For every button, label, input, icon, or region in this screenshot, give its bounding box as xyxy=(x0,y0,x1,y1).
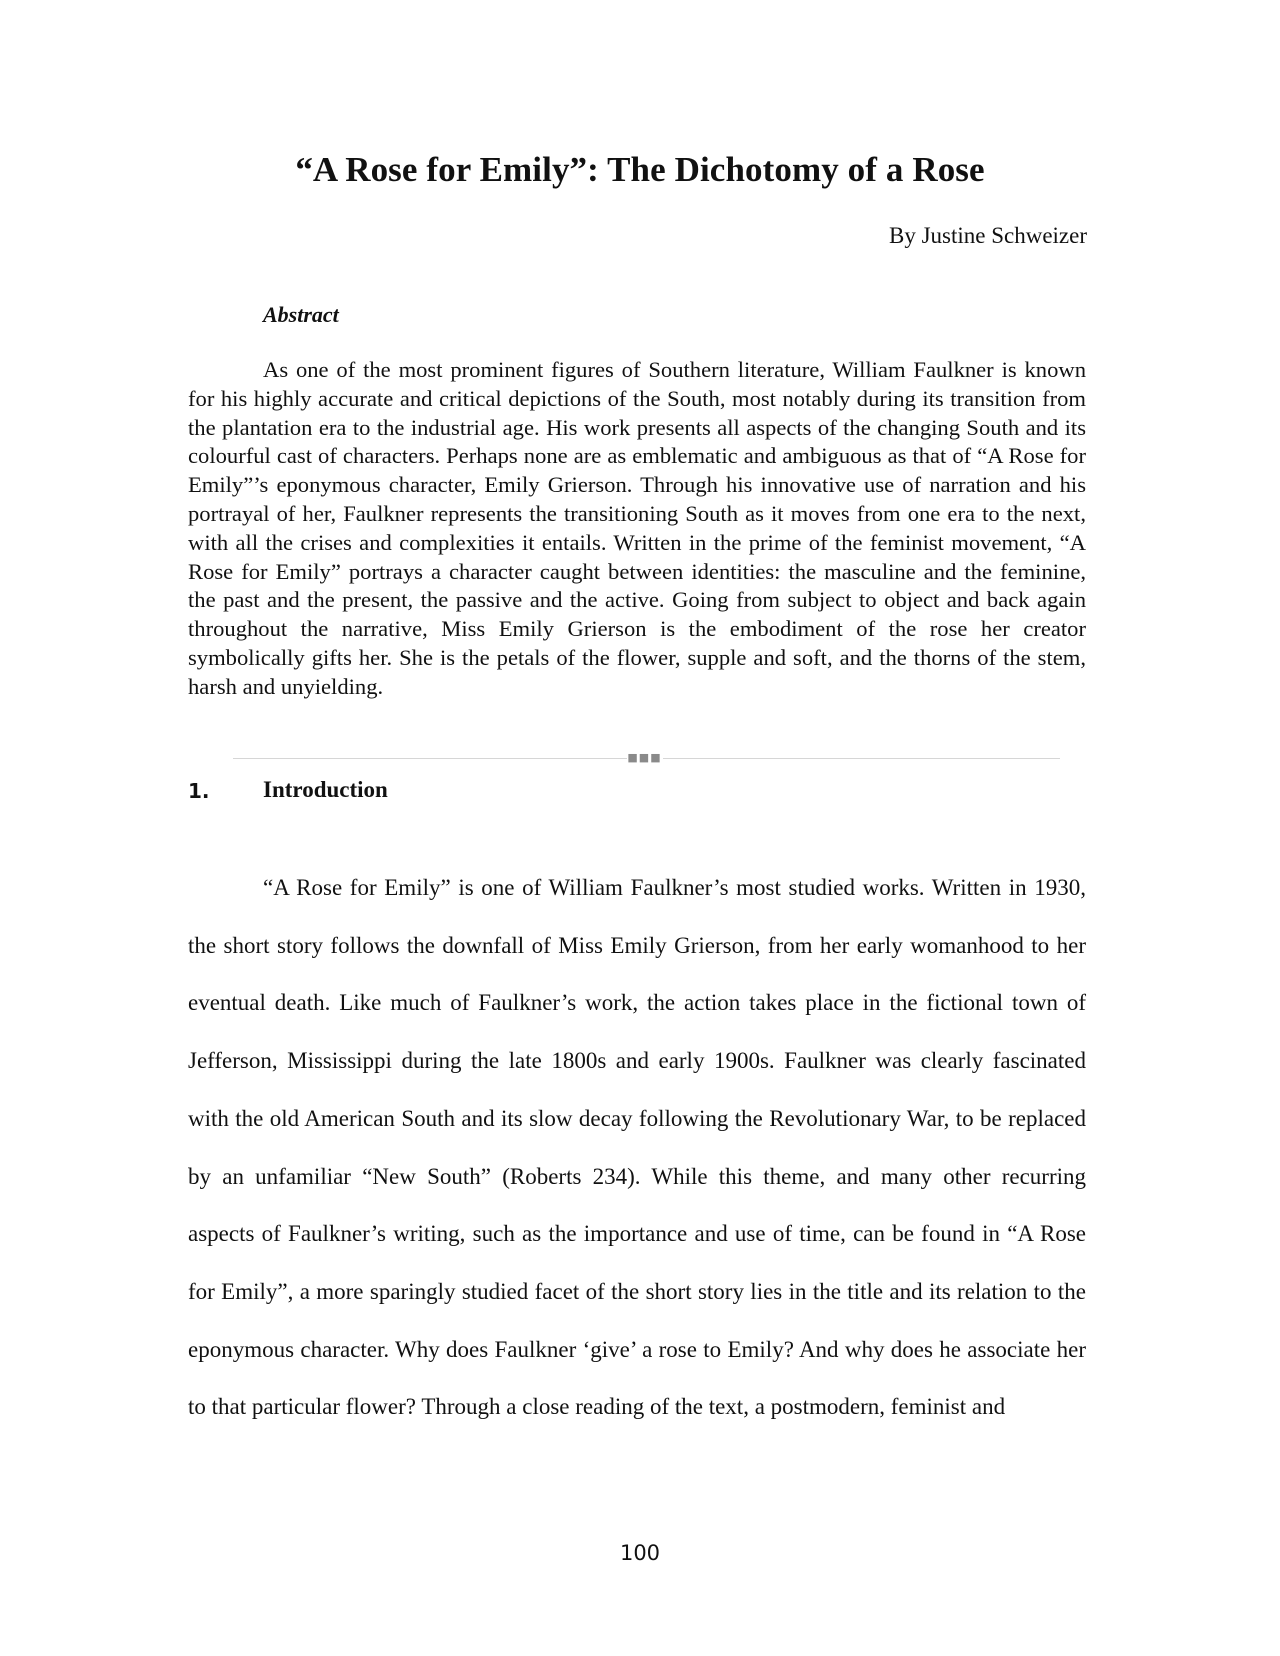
page-number: 100 xyxy=(619,1541,661,1565)
abstract-heading: Abstract xyxy=(263,302,339,327)
abstract-paragraph: As one of the most prominent figures of Southern literature, William Faulkner is known for his highly accurate and critical depictions of the South, most notably during its transition from the plantation era to the industrial age. His work presents all aspects of the changing South and its colourful cast of characters. Perhaps none are as emblematic and ambiguous as that of “A Rose for Emily”’s eponymous character, Emily Grierson. Through his innovative use of narration and his portrayal of her, Faulkner represents the transitioning South as it moves from one era to the next, with all the crises and complexities it entails. Written in the prime of the feminist movement, “A Rose for Emily” portrays a character caught between identities: the masculine and the feminine, the past and the present, the passive and the active. Going from subject to object and back again throughout the narrative, Miss Emily Grierson is the embodiment of the rose her creator symbolically gifts her. She is the petals of the flower, supple and soft, and the thorns of the stem, harsh and unyielding. xyxy=(188,357,1086,699)
section-number: 1. xyxy=(188,779,210,803)
section-divider-right xyxy=(663,758,1060,759)
section-divider-left xyxy=(233,758,627,759)
author-byline: By Justine Schweizer xyxy=(888,223,1087,248)
introduction-paragraph: “A Rose for Emily” is one of William Faulkner’s most studied works. Written in 1930, the short story follows the downfall of Miss Emily Grierson, from her early womanhood to her eventual death. Like much of Faulkner’s work, the action takes place in the fictional town of Jefferson, Mississippi during the late 1800s and early 1900s. Faulkner was clearly fascinated with the old American South and its slow decay following the Revolutionary War, to be replaced by an unfamiliar “New South” (Roberts 234). While this theme, and many other recurring aspects of Faulkner’s writing, such as the importance and use of time, can be found in “A Rose for Emily”, a more sparingly studied facet of the short story lies in the title and its relation to the eponymous character. Why does Faulkner ‘give’ a rose to Emily? And why does he associate her to that particular flower? Through a close reading of the text, a postmodern, feminist and xyxy=(188,875,1086,1420)
section-heading: Introduction xyxy=(263,777,388,802)
article-title: “A Rose for Emily”: The Dichotomy of a Rose xyxy=(295,150,985,189)
divider-ornament-icon: ■■■ xyxy=(627,751,662,764)
